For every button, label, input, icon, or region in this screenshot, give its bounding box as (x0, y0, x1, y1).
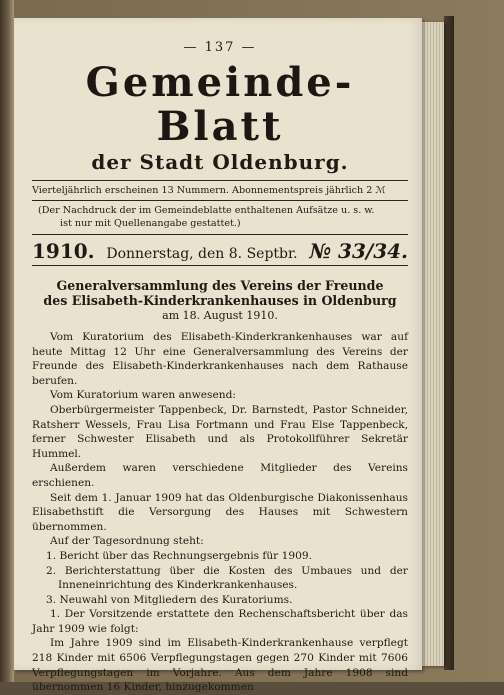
dateline (32, 239, 408, 263)
article-title-line1: Generalversammlung des Vereins der Freunde (56, 278, 384, 293)
paragraph: 1. Der Vorsitzende erstattete den Rechenschaftsbericht über das Jahr 1909 wie folgt: (32, 608, 408, 635)
article-body (32, 330, 408, 695)
paragraph: Seit dem 1. Januar 1909 hat das Oldenburgische Diakonissenhaus Elisabethstift die Versorgung des Hauses mit Schwestern übernommen. (32, 491, 408, 533)
header-rule-bottom (32, 234, 408, 235)
article-date: am 18. August 1910. (162, 309, 278, 322)
article-title (32, 278, 408, 308)
reprint-notice-line2: ist nur mit Quellenangabe gestattet.) (60, 218, 241, 229)
book-spine-edge (0, 0, 14, 682)
page-stack-edges (422, 22, 444, 666)
paragraph: Im Jahre 1909 sind im Elisabeth-Kinderkrankenhause verpflegt 218 Kinder mit 6506 Verpflegungstagen gegen 270 Kinder mit 7606 Verpflegungstagen im Vorjahre. Aus dem Jahre 1908 sind übernommen 16 Kinder, hinzugekommen (32, 637, 408, 694)
paragraph: Auf der Tagesordnung steht: (50, 535, 204, 548)
book-cover-edge (444, 16, 454, 670)
paragraph: Außerdem waren verschiedene Mitglieder des Vereins erschienen. (32, 462, 408, 489)
page-content (32, 40, 408, 695)
paragraph: Vom Kuratorium des Elisabeth-Kinderkrankenhauses war auf heute Mittag 12 Uhr eine Generalversammlung des Vereins der Freunde des Elisabeth-Kinderkrankenhauses nach dem Rathause berufen. (32, 331, 408, 387)
header-rule-middle (32, 200, 408, 201)
issue-number: № 33/34. (309, 239, 408, 263)
reprint-notice (32, 204, 408, 230)
reprint-notice-line1: (Der Nachdruck der im Gemeindeblatte enthaltenen Aufsätze u. s. w. (38, 205, 375, 216)
agenda-item: 2. Berichterstattung über die Kosten des Umbaues und der Inneneinrichtung des Kinderkrankenhauses. (46, 564, 408, 592)
agenda-item: 3. Neuwahl von Mitgliedern des Kuratoriums. (46, 593, 293, 606)
header-rule-top (32, 180, 408, 181)
article-title-line2: des Elisabeth-Kinderkrankenhauses in Oldenburg (43, 293, 397, 308)
subscription-line: Vierteljährlich erscheinen 13 Nummern. Abonnementspreis jährlich 2 ℳ (32, 185, 386, 196)
paragraph: Oberbürgermeister Tappenbeck, Dr. Barnstedt, Pastor Schneider, Ratsherr Wessels, Frau Lisa Fortmann und Frau Else Tappenbeck, ferner Schwester Elisabeth und als Protokollführer Sekretär Hummel. (32, 403, 408, 460)
issue-year: 1910. (32, 239, 95, 263)
issue-date: Donnerstag, den 8. Septbr. (106, 246, 298, 262)
masthead-title: Gemeinde-Blatt (85, 59, 355, 150)
agenda-item: 1. Bericht über das Rechnungsergebnis für 1909. (46, 549, 312, 562)
dateline-rule (32, 265, 408, 266)
masthead-subtitle: der Stadt Oldenburg. (91, 150, 349, 174)
paragraph: Vom Kuratorium waren anwesend: (50, 389, 236, 402)
page-number: — 137 — (183, 40, 257, 55)
